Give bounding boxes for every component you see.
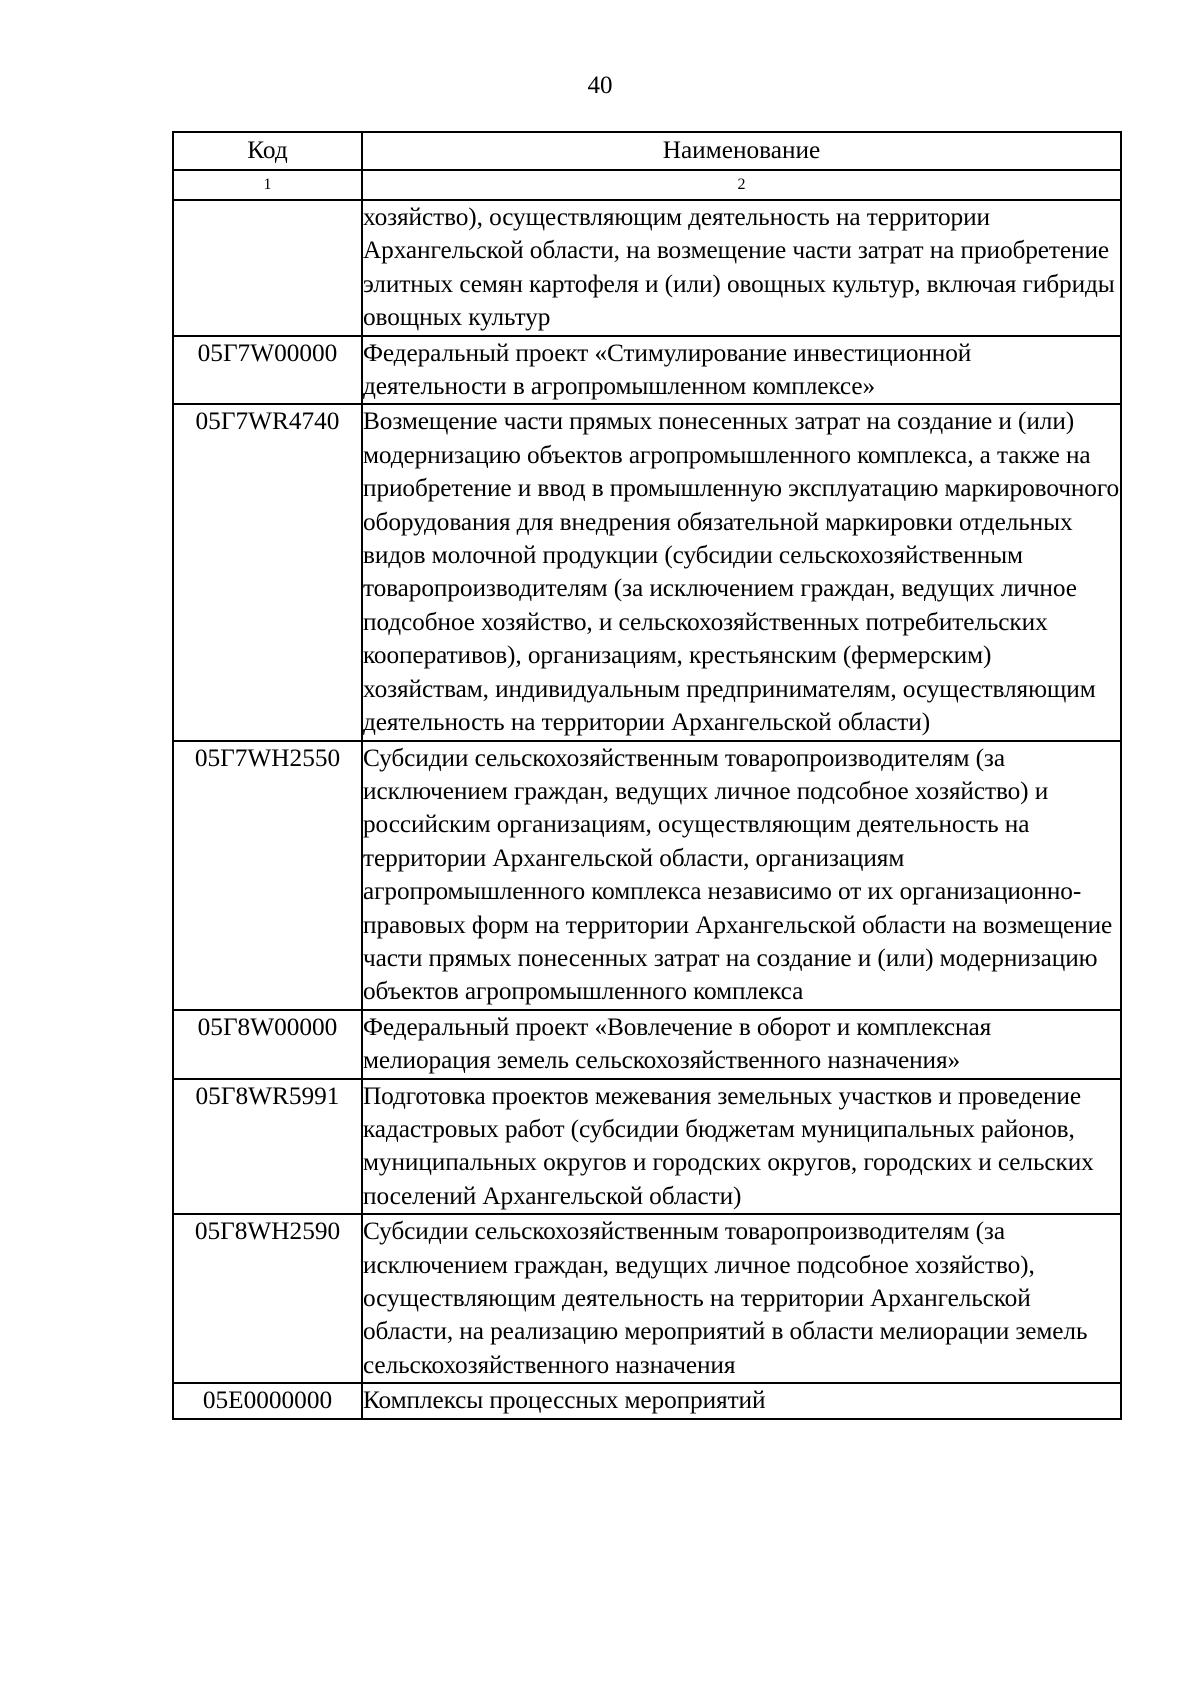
row-name: Федеральный проект «Вовлечение в оборот и комплексная мелиорация земель сельскохозяйственного назначения» — [362, 1010, 1121, 1079]
table-row — [173, 336, 1121, 405]
row-name: Возмещение части прямых понесенных затрат на создание и (или) модернизацию объектов агропромышленного комплекса, а также на приобретение и ввод в промышленную эксплуатацию маркировочного оборудования для внедрения обязательной маркировки отдельных видов молочной продукции (субсидии сельскохозяйственным товаропроизводителям (за исключением граждан, ведущих личное подсобное хозяйство, и сельскохозяйственных потребительских кооперативов), организациям, крестьянским (фермерским) хозяйствам, индивидуальным предпринимателям, осуществляющим деятельность на территории Архангельской области) — [362, 404, 1121, 740]
row-code: 05Е0000000 — [173, 1383, 362, 1418]
row-name: Комплексы процессных мероприятий — [362, 1383, 1121, 1418]
row-code: 05Г7W00000 — [173, 336, 362, 405]
table-row — [173, 1010, 1121, 1079]
column-number-row — [173, 170, 1121, 200]
budget-code-table — [172, 131, 1122, 1420]
column-number-code: 1 — [173, 170, 362, 200]
row-code: 05Г7WR4740 — [173, 404, 362, 740]
table-row — [173, 1214, 1121, 1383]
table-row — [173, 200, 1121, 336]
row-name: Федеральный проект «Стимулирование инвестиционной деятельности в агропромышленном комплексе» — [362, 336, 1121, 405]
row-name: Субсидии сельскохозяйственным товаропроизводителям (за исключением граждан, ведущих личное подсобное хозяйство) и российским организациям, осуществляющим деятельность на территории Архангельской области, организациям агропромышленного комплекса независимо от их организационно-правовых форм на территории Архангельской области на возмещение части прямых понесенных затрат на создание и (или) модернизацию объектов агропромышленного комплекса — [362, 741, 1121, 1010]
row-name: Субсидии сельскохозяйственным товаропроизводителям (за исключением граждан, ведущих личное подсобное хозяйство), осуществляющим деятельность на территории Архангельской области, на реализацию мероприятий в области мелиорации земель сельскохозяйственного назначения — [362, 1214, 1121, 1383]
header-name: Наименование — [362, 132, 1121, 170]
page-number: 40 — [587, 72, 613, 99]
table-header-row — [173, 132, 1121, 170]
column-number-name: 2 — [362, 170, 1121, 200]
row-code: 05Г7WН2550 — [173, 741, 362, 1010]
row-code — [173, 200, 362, 336]
table-row — [173, 404, 1121, 740]
table-row — [173, 1079, 1121, 1215]
table-row — [173, 1383, 1121, 1418]
row-name: хозяйство), осуществляющим деятельность на территории Архангельской области, на возмещение части затрат на приобретение элитных семян картофеля и (или) овощных культур, включая гибриды овощных культур — [362, 200, 1121, 336]
header-code: Код — [173, 132, 362, 170]
table-row — [173, 741, 1121, 1010]
row-code: 05Г8WR5991 — [173, 1079, 362, 1215]
row-code: 05Г8WН2590 — [173, 1214, 362, 1383]
row-code: 05Г8W00000 — [173, 1010, 362, 1079]
row-name: Подготовка проектов межевания земельных участков и проведение кадастровых работ (субсидии бюджетам муниципальных районов, муниципальных округов и городских округов, городских и сельских поселений Архангельской области) — [362, 1079, 1121, 1215]
